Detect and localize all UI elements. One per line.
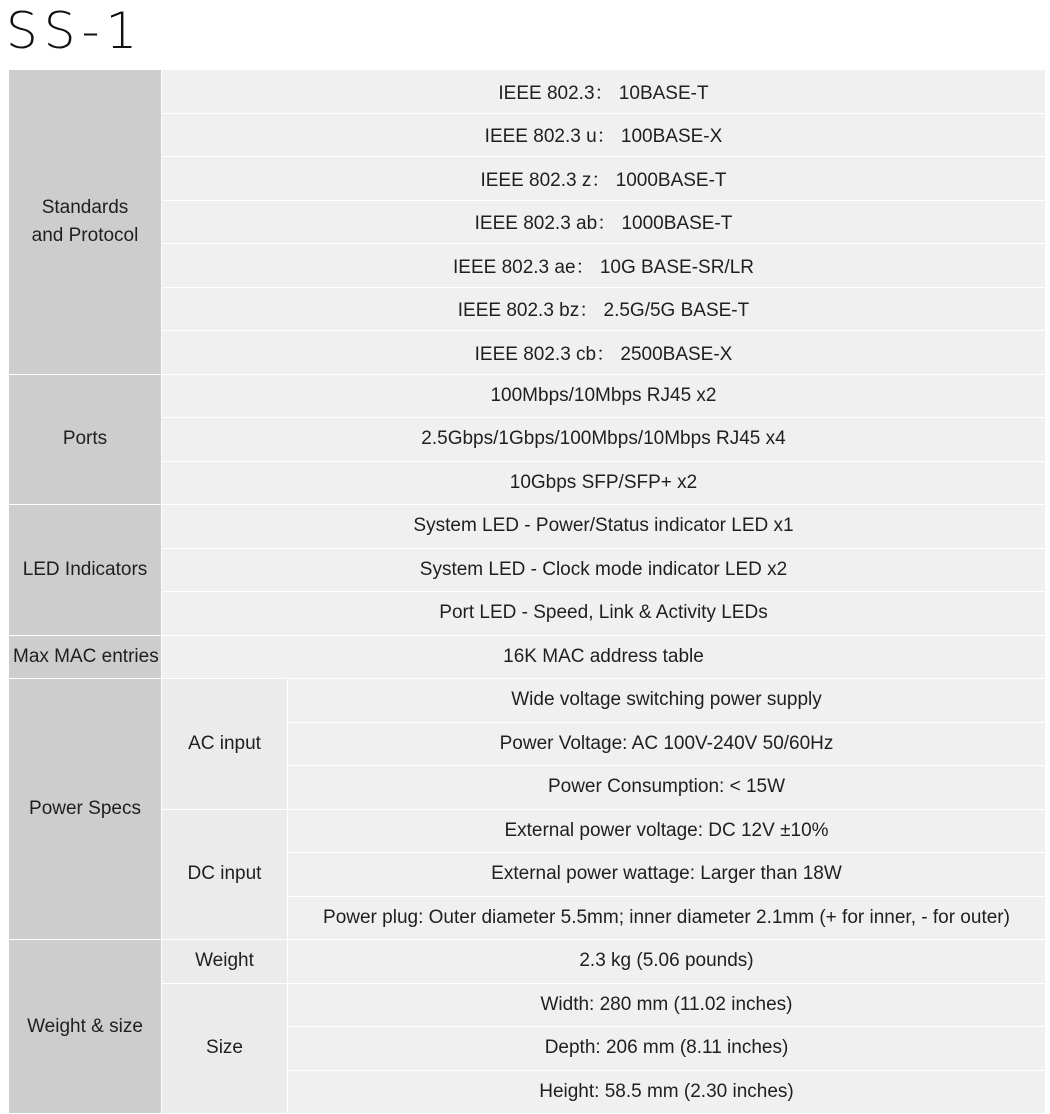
- spec-value: 100Mbps/10Mbps RJ45 x2: [162, 374, 1046, 418]
- product-title: SS-1: [6, 2, 144, 60]
- table-row: [9, 809, 1046, 853]
- spec-value: 2.3 kg (5.06 pounds): [288, 940, 1046, 984]
- table-row: [9, 635, 1046, 679]
- subcategory-size: Size: [162, 983, 288, 1114]
- spec-value: IEEE 802.3 z： 1000BASE-T: [162, 157, 1046, 201]
- spec-value: IEEE 802.3 u： 100BASE-X: [162, 113, 1046, 157]
- spec-value: 2.5Gbps/1Gbps/100Mbps/10Mbps RJ45 x4: [162, 418, 1046, 462]
- table-row: [9, 679, 1046, 723]
- table-row: [9, 592, 1046, 636]
- spec-value: System LED - Clock mode indicator LED x2: [162, 548, 1046, 592]
- spec-value: IEEE 802.3 bz： 2.5G/5G BASE-T: [162, 287, 1046, 331]
- spec-value: External power voltage: DC 12V ±10%: [288, 809, 1046, 853]
- category-standards: [9, 70, 162, 375]
- spec-value: Power plug: Outer diameter 5.5mm; inner diameter 2.1mm (+ for inner, - for outer): [288, 896, 1046, 940]
- table-row: [9, 200, 1046, 244]
- subcategory-dc-input: DC input: [162, 809, 288, 940]
- category-led-indicators: LED Indicators: [9, 505, 162, 636]
- spec-value: 16K MAC address table: [162, 635, 1046, 679]
- spec-value: IEEE 802.3 ae： 10G BASE-SR/LR: [162, 244, 1046, 288]
- spec-value: IEEE 802.3 cb： 2500BASE-X: [162, 331, 1046, 375]
- spec-value: Height: 58.5 mm (2.30 inches): [288, 1070, 1046, 1114]
- subcategory-weight: Weight: [162, 940, 288, 984]
- table-row: [9, 287, 1046, 331]
- table-row: [9, 157, 1046, 201]
- spec-value: Wide voltage switching power supply: [288, 679, 1046, 723]
- spec-value: Power Voltage: AC 100V-240V 50/60Hz: [288, 722, 1046, 766]
- spec-value: IEEE 802.3 ab： 1000BASE-T: [162, 200, 1046, 244]
- spec-table: [8, 69, 1046, 1114]
- spec-value: Port LED - Speed, Link & Activity LEDs: [162, 592, 1046, 636]
- table-row: [9, 418, 1046, 462]
- category-power-specs: Power Specs: [9, 679, 162, 940]
- category-standards-line1: Standards: [41, 197, 129, 219]
- table-row: [9, 983, 1046, 1027]
- subcategory-ac-input: AC input: [162, 679, 288, 810]
- spec-value: Depth: 206 mm (8.11 inches): [288, 1027, 1046, 1071]
- spec-value: IEEE 802.3： 10BASE-T: [162, 70, 1046, 114]
- table-row: [9, 244, 1046, 288]
- spec-value: System LED - Power/Status indicator LED x1: [162, 505, 1046, 549]
- category-standards-line2: and Protocol: [31, 224, 139, 246]
- table-row: [9, 331, 1046, 375]
- category-ports: Ports: [9, 374, 162, 505]
- table-row: [9, 70, 1046, 114]
- spec-value: External power wattage: Larger than 18W: [288, 853, 1046, 897]
- spec-value: 10Gbps SFP/SFP+ x2: [162, 461, 1046, 505]
- spec-value: Width: 280 mm (11.02 inches): [288, 983, 1046, 1027]
- table-row: [9, 505, 1046, 549]
- category-max-mac-entries: Max MAC entries: [9, 635, 162, 679]
- table-row: [9, 374, 1046, 418]
- table-row: [9, 548, 1046, 592]
- category-weight-size: Weight & size: [9, 940, 162, 1114]
- table-row: [9, 113, 1046, 157]
- table-row: [9, 461, 1046, 505]
- spec-value: Power Consumption: < 15W: [288, 766, 1046, 810]
- table-row: [9, 940, 1046, 984]
